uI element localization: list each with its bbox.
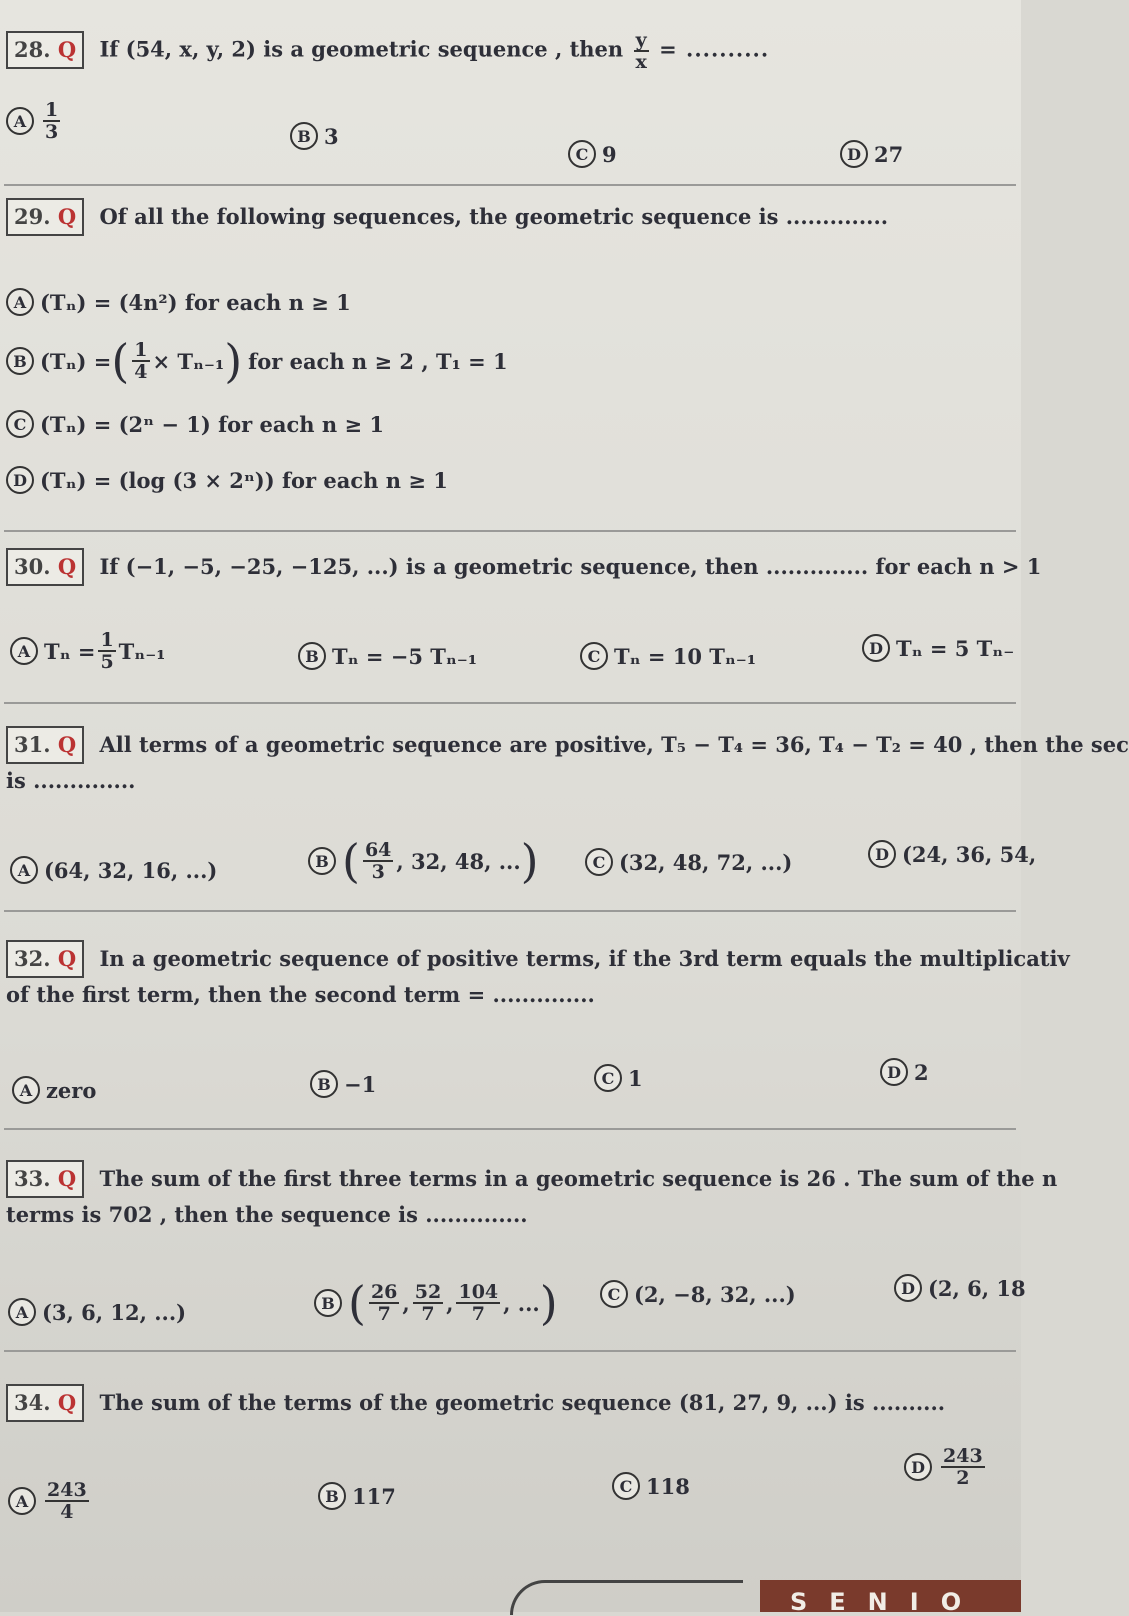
divider [4,1350,1016,1352]
option-letter: D [6,466,34,494]
question-continuation: terms is 702 , then the sequence is .............. [6,1202,528,1227]
option-text: Tₙ = −5 Tₙ₋₁ [332,643,478,669]
option-text: 1 [628,1065,643,1091]
option-a[interactable] [8,1298,186,1326]
option-a[interactable] [10,630,165,672]
option-letter: A [10,637,38,665]
question-33 [6,1160,1057,1198]
option-b[interactable]: B ( $\frac{26}{7}$ , $\frac{52}{7}$ , $\frac{104}{7}$ , ... ) [314,1280,558,1326]
divider [4,702,1016,704]
option-terms: , 32, 48, ... [396,848,521,874]
option-text: (3, 6, 12, ...) [42,1299,187,1325]
option-text: 2 [914,1059,929,1085]
option-a[interactable] [12,1076,96,1104]
option-letter: A [10,856,38,884]
footer-decoration [510,1580,743,1615]
question-number: 29. Q [6,198,84,236]
option-text: 27 [874,141,904,167]
question-number: 33. Q [6,1160,84,1198]
fraction: $\frac{104}{7}$ [458,1281,499,1325]
fraction: $\frac{1}{4}$ [134,339,148,383]
fraction: $\frac{243}{4}$ [47,1479,87,1523]
question-32 [6,940,1070,978]
divider [4,530,1016,532]
option-letter: B [318,1482,346,1510]
option-letter: C [594,1064,622,1092]
fraction: $\frac{243}{2}$ [943,1445,983,1489]
answer-blank: = .......... [659,36,770,62]
footer-logo: SENIO [760,1580,1021,1612]
option-d[interactable] [868,840,1036,868]
option-letter: C [585,848,613,876]
question-text: If (54, x, y, 2) is a geometric sequence , then [99,36,624,62]
option-b[interactable]: B ( $\frac{64}{3}$ , 32, 48, ... ) [308,838,539,884]
option-b[interactable]: B (Tₙ) = ( $\frac{1}{4}$ × Tₙ₋₁ ) for each n ≥ 2 , T₁ = 1 [6,338,508,384]
option-a[interactable] [6,288,351,316]
option-letter: D [904,1453,932,1481]
option-letter: C [600,1280,628,1308]
question-continuation: of the first term, then the second term = .............. [6,982,595,1007]
option-c[interactable] [6,410,384,438]
option-c[interactable] [568,140,617,168]
question-continuation: is .............. [6,768,136,793]
option-letter: A [8,1487,36,1515]
option-letter: C [6,410,34,438]
option-letter: A [6,288,34,316]
fraction: $\frac{52}{7}$ [414,1281,442,1325]
option-text: Tₙ = 10 Tₙ₋₁ [614,643,757,669]
fraction: $\frac{64}{3}$ [364,839,392,883]
option-text: 117 [352,1483,396,1509]
question-number: 32. Q [6,940,84,978]
option-a[interactable] [6,100,63,142]
option-letter: B [290,122,318,150]
fraction: $\frac{1}{5}$ [100,629,114,673]
divider [4,1128,1016,1130]
option-text: (64, 32, 16, ...) [44,857,218,883]
option-d[interactable] [840,140,903,168]
question-number: 30. Q [6,548,84,586]
question-29 [6,198,888,236]
option-text: (Tₙ) = (log (3 × 2ⁿ)) for each n ≥ 1 [40,467,448,493]
option-letter: D [894,1274,922,1302]
option-letter: B [310,1070,338,1098]
fraction: $\frac{1}{3}$ [45,99,59,143]
option-text: 9 [602,141,617,167]
option-letter: B [308,847,336,875]
question-30 [6,548,1041,586]
option-d[interactable] [894,1274,1026,1302]
divider [4,910,1016,912]
question-34 [6,1384,945,1422]
option-letter: A [6,107,34,135]
question-text: Of all the following sequences, the geometric sequence is .............. [99,204,889,229]
option-letter: C [612,1472,640,1500]
option-terms: , ... [503,1290,540,1316]
option-letter: B [6,347,34,375]
question-text: If (−1, −5, −25, −125, ...) is a geometric sequence, then .............. for each n > 1 [99,554,1042,579]
option-c[interactable] [600,1280,796,1308]
option-letter: D [868,840,896,868]
question-number: 31. Q [6,726,84,764]
question-text: The sum of the first three terms in a geometric sequence is 26 . The sum of the n [99,1166,1058,1191]
option-d[interactable] [904,1446,988,1488]
option-text: (24, 36, 54, [902,841,1037,867]
question-number: 28. Q [6,31,84,69]
option-a[interactable] [8,1480,92,1522]
option-condition: for each n ≥ 2 , T₁ = 1 [248,348,508,374]
option-c[interactable] [594,1064,643,1092]
option-b[interactable] [318,1482,396,1510]
option-letter: D [840,140,868,168]
option-letter: D [880,1058,908,1086]
option-text: zero [46,1077,97,1103]
option-letter: C [580,642,608,670]
option-d[interactable] [6,466,448,494]
option-b[interactable] [298,642,477,670]
option-letter: B [298,642,326,670]
fraction: $\frac{26}{7}$ [370,1281,398,1325]
question-31 [6,726,1129,764]
option-text: (Tₙ) = (2ⁿ − 1) for each n ≥ 1 [40,411,384,437]
divider [4,184,1016,186]
fraction: $\frac{y}{x}$ [635,29,647,73]
option-b[interactable] [290,122,339,150]
option-c[interactable] [612,1472,690,1500]
option-c[interactable] [580,642,756,670]
question-text: The sum of the terms of the geometric sequence (81, 27, 9, ...) is .......... [99,1390,946,1415]
option-term: × Tₙ₋₁ [152,348,225,374]
option-text: (Tₙ) = (4n²) for each n ≥ 1 [40,289,351,315]
option-text: −1 [344,1071,377,1097]
question-text: In a geometric sequence of positive terms, if the 3rd term equals the multiplicativ [99,946,1070,971]
question-text: All terms of a geometric sequence are positive, T₅ − T₄ = 36, T₄ − T₂ = 40 , then the sec [99,732,1129,757]
option-text: 118 [646,1473,690,1499]
option-letter: B [314,1289,342,1317]
option-letter: A [8,1298,36,1326]
question-28 [6,30,769,72]
option-text: Tₙ = 5 Tₙ₋ [896,635,1015,661]
option-text: (32, 48, 72, ...) [619,849,793,875]
option-b[interactable] [310,1070,376,1098]
option-text: 3 [324,123,339,149]
option-text: (2, −8, 32, ...) [634,1281,796,1307]
option-d[interactable] [880,1058,929,1086]
option-lhs: Tₙ = [44,638,96,664]
option-letter: C [568,140,596,168]
option-c[interactable] [585,848,792,876]
question-number: 34. Q [6,1384,84,1422]
option-letter: D [862,634,890,662]
option-a[interactable] [10,856,217,884]
option-term: Tₙ₋₁ [118,638,166,664]
option-letter: A [12,1076,40,1104]
option-lhs: (Tₙ) = [40,348,112,374]
option-d[interactable] [862,634,1014,662]
option-text: (2, 6, 18 [928,1275,1026,1301]
